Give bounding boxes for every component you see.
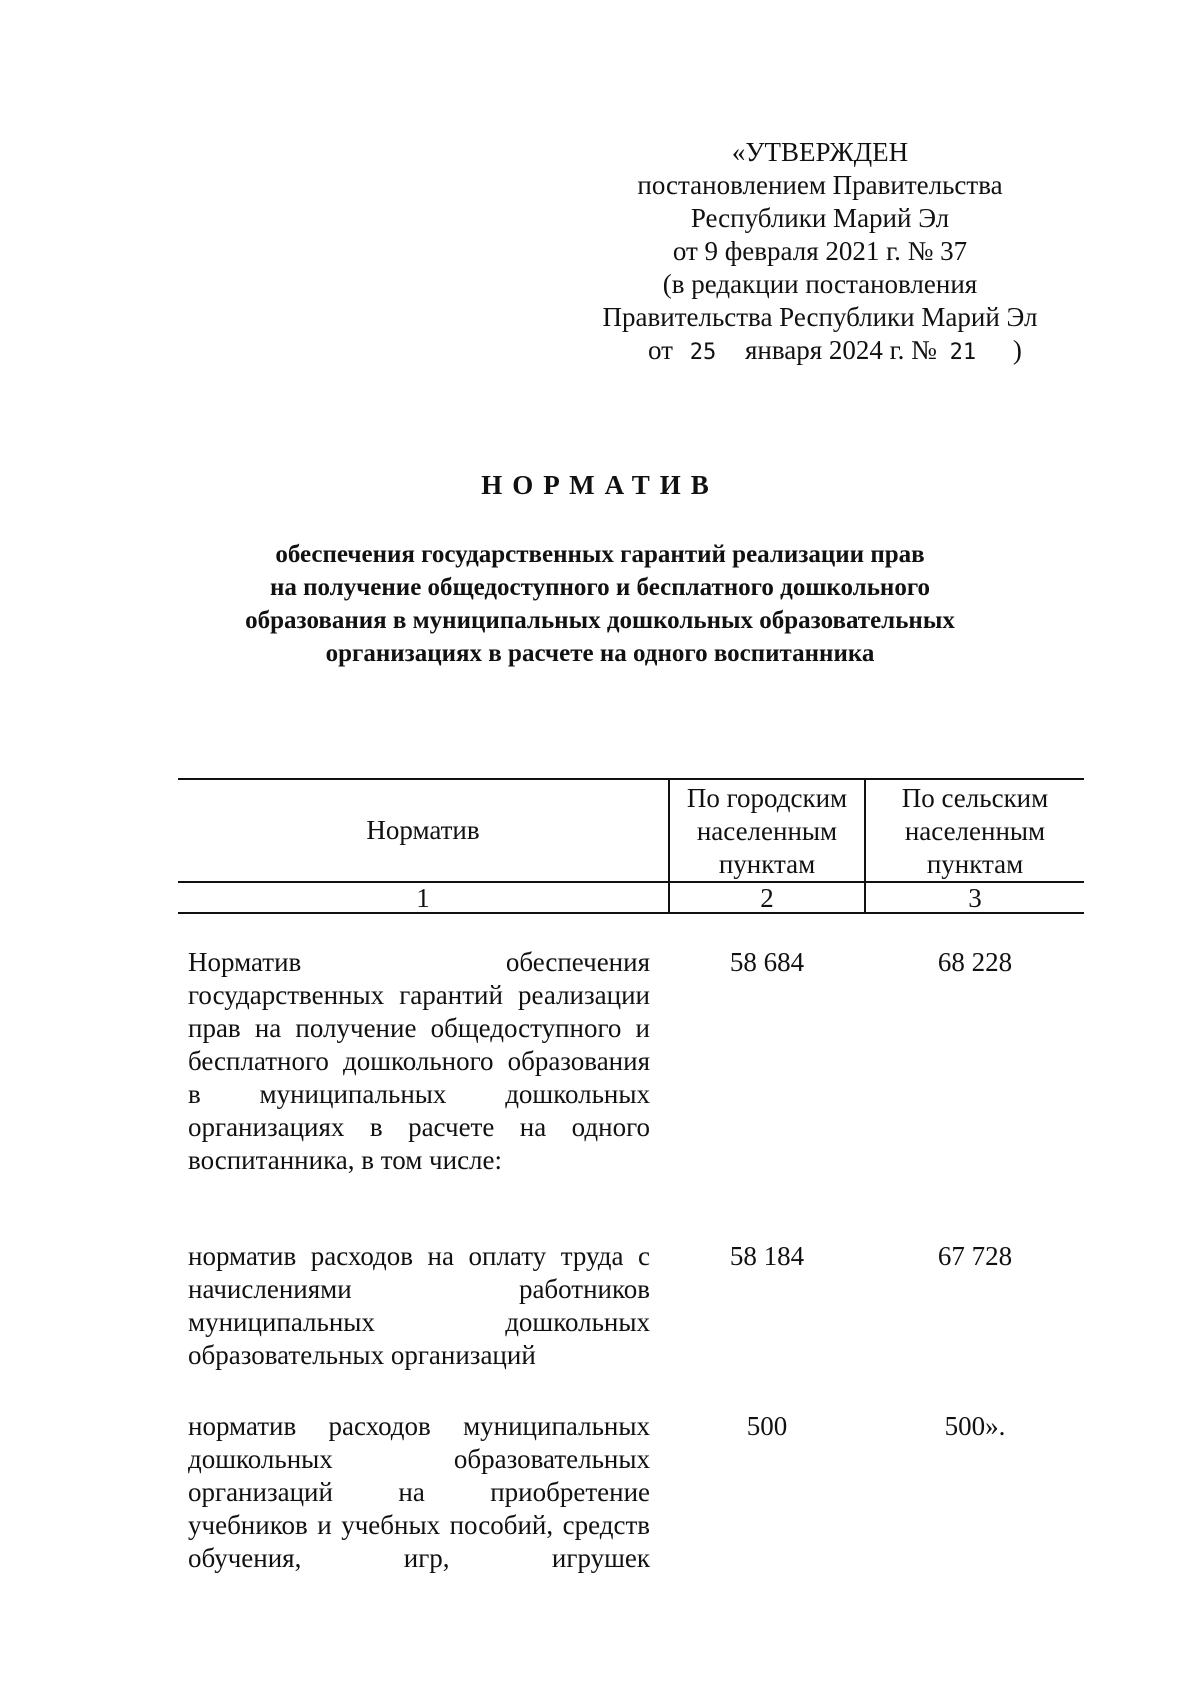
approval-date-middle: января 2024 г. №	[744, 335, 937, 365]
row-2-label: норматив расходов на оплату труда с начислениями работников муниципальных дошкольных образовательных организаций	[188, 1241, 650, 1370]
approval-line-6: Правительства Республики Марий Эл	[602, 302, 1038, 332]
row-2-urban-value: 58 184	[729, 1241, 805, 1271]
approval-day: 25	[689, 340, 717, 365]
header-normative: Норматив	[366, 815, 480, 845]
column-number-3: 3	[968, 883, 982, 913]
approval-line-1: «УТВЕРЖДЕН	[731, 137, 909, 167]
column-number-1: 1	[416, 883, 430, 913]
row-1-rural-value: 68 228	[937, 947, 1013, 977]
approval-date-prefix: от	[648, 335, 673, 365]
approval-line-4: от 9 февраля 2021 г. № 37	[672, 236, 968, 266]
approval-line-7	[560, 334, 1080, 369]
document-subtitle	[150, 538, 1050, 670]
row-3-urban-value: 500	[746, 1411, 788, 1441]
header-rural: По сельским населенным пунктам	[901, 783, 1049, 879]
subtitle-line-4: организациях в расчете на одного воспитанника	[325, 640, 875, 667]
row-3-label: норматив расходов муниципальных дошкольных образовательных организаций на приобретение учебников и учебных пособий, средств обучения, игр, игрушек	[188, 1411, 650, 1573]
approval-line-2: постановлением Правительства	[637, 170, 1003, 200]
approval-line-3: Республики Марий Эл	[690, 203, 950, 233]
row-1-label: Норматив обеспечения государственных гарантий реализации прав на получение общедоступного и бесплатного дошкольного образования в муниципальных дошкольных организациях в расчете на одного воспитанника, в том числе:	[188, 947, 650, 1175]
approval-closing-paren: )	[1012, 335, 1022, 365]
row-1-urban-value: 58 684	[729, 947, 805, 977]
subtitle-line-1: обеспечения государственных гарантий реализации прав	[275, 541, 925, 568]
row-2-rural-value: 67 728	[937, 1241, 1013, 1271]
subtitle-line-3: образования в муниципальных дошкольных образовательных	[245, 607, 955, 634]
row-3-rural-value: 500».	[944, 1411, 1006, 1441]
table-top-rule	[178, 778, 1084, 780]
subtitle-line-2: на получение общедоступного и бесплатного дошкольного	[269, 574, 931, 601]
approval-line-5: (в редакции постановления	[662, 269, 978, 299]
approval-number: 21	[949, 340, 977, 365]
document-title: НОРМАТИВ	[481, 470, 719, 500]
column-number-2: 2	[760, 883, 774, 913]
header-urban: По городским населенным пунктам	[686, 783, 848, 879]
approval-block	[560, 136, 1080, 369]
